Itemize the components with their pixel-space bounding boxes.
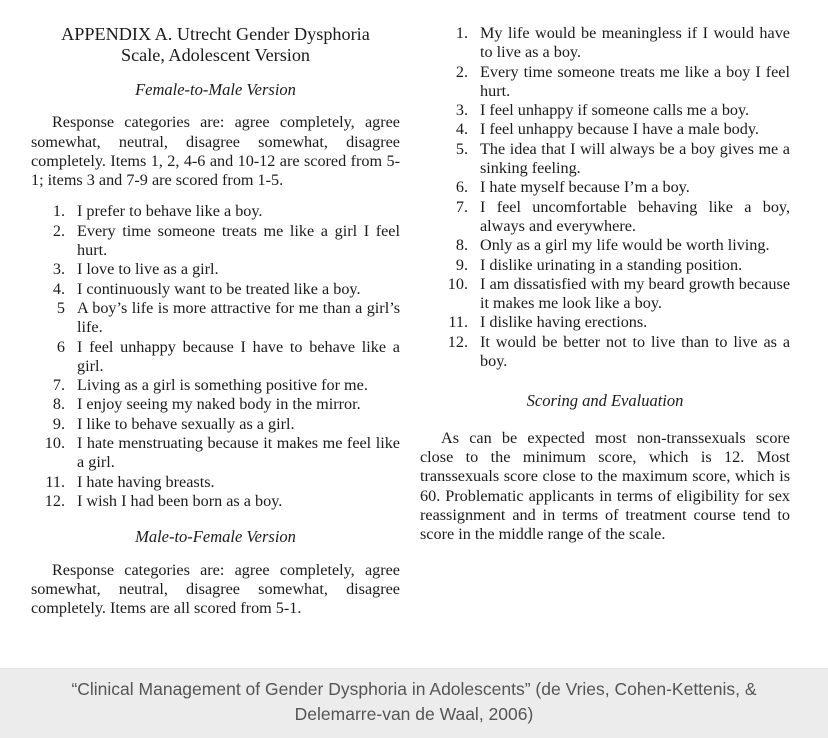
item-number: 3. <box>52 260 65 279</box>
scoring-text: As can be expected most non-transsexuals score close to the minimum score, which is 12. Most transsexuals score close to the maximum score, which is 60. Problematic applicants in terms of eligibility for sex reassignment and in terms of treatment course tend to score in the middle range of the scale. <box>420 428 790 544</box>
scoring-heading: Scoring and Evaluation <box>526 391 684 411</box>
list-item <box>420 178 790 197</box>
item-text: I dislike having erections. <box>480 313 648 332</box>
item-text: I wish I had been born as a boy. <box>77 491 283 510</box>
list-item <box>31 492 400 511</box>
item-text: I hate having breasts. <box>77 472 215 491</box>
left-column <box>31 0 400 618</box>
item-number: 10. <box>447 274 468 293</box>
item-text: My life would be meaningless if I would have to live as a boy. <box>480 24 790 62</box>
item-text: I love to live as a girl. <box>77 260 219 279</box>
ftm-intro: Response categories are: agree completely, agree somewhat, neutral, disagree somewhat, disagree completely. Items 1, 2, 4-6 and 10-12 are scored from 5-1; items 3 and 7-9 are scored from 1-5. <box>31 113 400 190</box>
ftm-heading: Female-to-Male Version <box>135 80 296 99</box>
list-item <box>420 275 790 314</box>
item-text: I continuously want to be treated like a boy. <box>77 279 361 298</box>
item-text: I feel unhappy because I have to behave like a girl. <box>77 337 400 375</box>
item-text: I am dissatisfied with my beard growth because it makes me look like a boy. <box>480 274 790 313</box>
list-item <box>420 120 790 139</box>
item-number: 12. <box>44 491 65 510</box>
item-text: I like to behave sexually as a girl. <box>77 414 295 433</box>
list-item <box>31 299 400 338</box>
appendix-title-line1: APPENDIX A. Utrecht Gender Dysphoria <box>61 24 370 44</box>
list-item <box>420 198 790 237</box>
item-number: 2. <box>52 221 65 240</box>
item-text: I feel uncomfortable behaving like a boy, always and everywhere. <box>480 197 790 235</box>
mtf-item-list <box>420 24 790 371</box>
appendix-title-line2: Scale, Adolescent Version <box>120 45 311 65</box>
list-item <box>420 24 790 63</box>
item-number: 11. <box>45 472 65 491</box>
item-text: I dislike urinating in a standing position. <box>480 255 743 274</box>
mtf-heading: Male-to-Female Version <box>135 527 296 547</box>
list-item <box>31 338 400 377</box>
item-number: 1. <box>455 24 468 42</box>
list-item <box>31 280 400 299</box>
mtf-intro: Response categories are: agree completely, agree somewhat, neutral, disagree somewhat, disagree completely. Items are all scored from 5-1. <box>31 560 400 618</box>
item-text: Every time someone treats me like a girl I feel hurt. <box>77 221 400 260</box>
item-number: 6. <box>455 178 468 197</box>
item-number: 5. <box>455 139 468 158</box>
item-number: 6 <box>56 337 65 356</box>
item-number: 8. <box>455 236 468 255</box>
ftm-item-list <box>31 202 400 511</box>
item-text: I enjoy seeing my naked body in the mirror. <box>77 395 361 414</box>
item-number: 4. <box>52 279 65 298</box>
item-number: 3. <box>455 101 468 120</box>
appendix-title <box>31 24 400 66</box>
item-number: 7. <box>52 376 65 395</box>
item-number: 8. <box>52 395 65 414</box>
list-item <box>31 415 400 434</box>
item-text: I hate myself because I’m a boy. <box>480 178 690 197</box>
item-text: It would be better not to live than to live as a boy. <box>480 332 790 371</box>
item-number: 11. <box>448 313 468 332</box>
list-item <box>420 313 790 332</box>
item-text: I feel unhappy if someone calls me a boy. <box>480 101 750 120</box>
item-text: Only as a girl my life would be worth living. <box>480 236 770 255</box>
item-text: I hate menstruating because it makes me feel like a girl. <box>77 434 400 472</box>
list-item <box>420 140 790 179</box>
list-item <box>31 395 400 414</box>
list-item <box>31 473 400 492</box>
item-text: I feel unhappy because I have a male body. <box>480 120 759 139</box>
item-text: Living as a girl is something positive for me. <box>77 376 368 395</box>
list-item <box>420 256 790 275</box>
item-number: 2. <box>455 62 468 81</box>
list-item <box>31 260 400 279</box>
item-text: Every time someone treats me like a boy I feel hurt. <box>480 62 790 100</box>
item-number: 9. <box>52 414 65 433</box>
list-item <box>31 376 400 395</box>
list-item <box>420 63 790 102</box>
item-number: 4. <box>455 120 468 139</box>
right-column <box>420 0 790 544</box>
item-text: I prefer to behave like a boy. <box>77 202 263 221</box>
list-item <box>420 333 790 372</box>
list-item <box>31 434 400 473</box>
item-number: 12. <box>447 332 468 351</box>
list-item <box>420 236 790 255</box>
item-number: 5 <box>56 298 65 317</box>
item-number: 10. <box>44 434 65 453</box>
list-item <box>31 202 400 221</box>
item-text: A boy’s life is more attractive for me than a girl’s life. <box>77 298 400 337</box>
item-number: 9. <box>455 255 468 274</box>
image-caption: “Clinical Management of Gender Dysphoria in Adolescents” (de Vries, Cohen-Kettenis, & Delemarre-van de Waal, 2006) <box>0 668 828 738</box>
list-item <box>420 101 790 120</box>
list-item <box>31 222 400 261</box>
item-text: The idea that I will always be a boy gives me a sinking feeling. <box>480 139 790 178</box>
item-number: 1. <box>52 202 65 221</box>
item-number: 7. <box>455 197 468 216</box>
